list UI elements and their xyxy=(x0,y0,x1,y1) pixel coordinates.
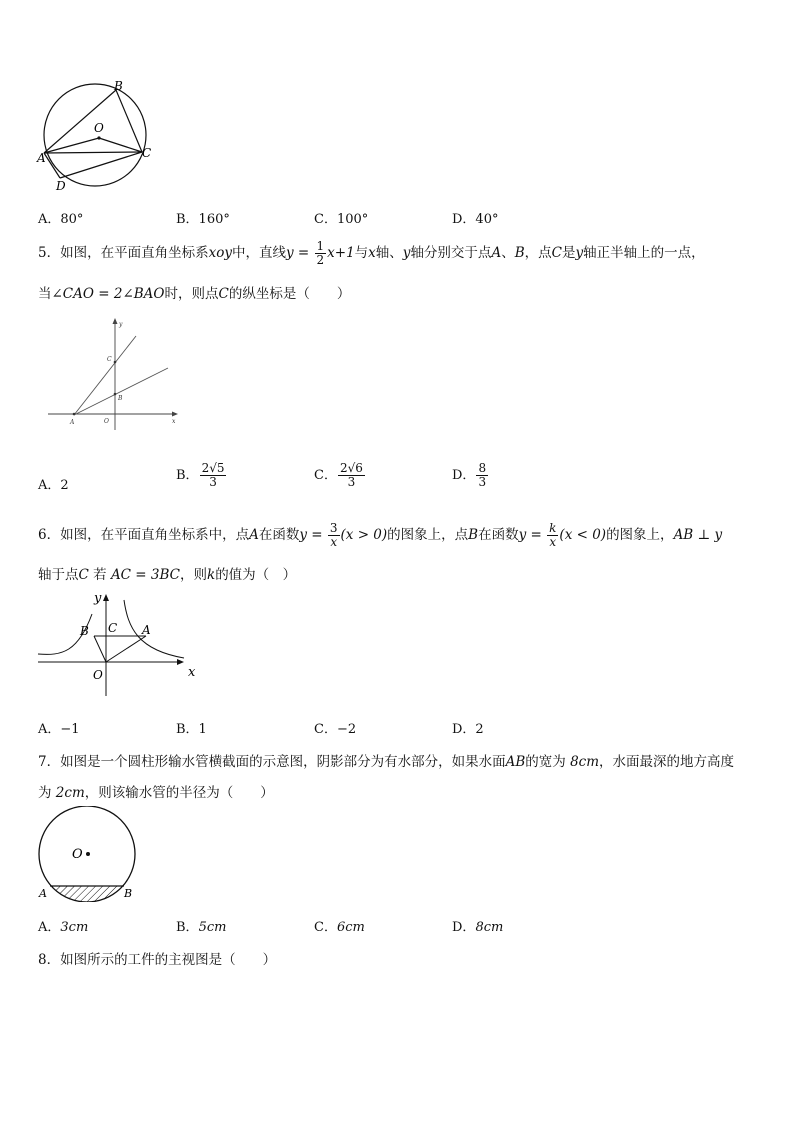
q5-option-c[interactable]: C． $\frac{2√6}{3}$ xyxy=(314,461,363,489)
q5-label-y: y xyxy=(119,321,123,328)
q4-label-c: C xyxy=(142,146,152,160)
q6-segment-oa xyxy=(106,636,146,662)
q6-option-a[interactable]: A．−1 xyxy=(38,722,80,737)
q5-label-c: C xyxy=(107,356,112,363)
q4-line-bc xyxy=(116,90,142,152)
q7-center-dot xyxy=(86,852,90,856)
q5-option-b[interactable]: B． $\frac{2√5}{3}$ xyxy=(176,461,225,489)
q7-label-o: O xyxy=(72,847,83,862)
q5-coordinate-figure xyxy=(44,314,190,432)
q5-line2: 当∠CAO = 2∠BAO时，则点C的纵坐标是（ ） xyxy=(38,286,351,302)
q4-label-a: A xyxy=(37,151,46,165)
q6-label-c: C xyxy=(108,621,118,635)
q4-circle xyxy=(44,84,146,186)
q7-line2: 为 2cm，则该输水管的半径为（ ） xyxy=(38,785,274,801)
q4-line-ad xyxy=(44,153,60,178)
q5-fraction-half: $\frac{1}{2}$ xyxy=(316,239,325,267)
q5-label-a: A xyxy=(70,419,75,426)
q5-line1: 5．如图，在平面直角坐标系xoy中，直线y = $\frac{1}{2}$ x+1与x轴、y轴分别交于点A、B，点C是y轴正半轴上的一点， xyxy=(38,239,705,267)
q7-option-b[interactable]: B．5cm xyxy=(176,920,227,935)
q5-y-arrow xyxy=(113,318,118,324)
q6-option-d[interactable]: D．2 xyxy=(452,722,484,737)
q5-option-d[interactable]: D． $\frac{8}{3}$ xyxy=(452,461,487,489)
q4-center-dot xyxy=(97,136,100,139)
q5-label-o: O xyxy=(104,418,109,425)
q8-question: 8．如图所示的工件的主视图是（ ） xyxy=(38,952,277,968)
q6-hyperbola-figure xyxy=(36,588,206,702)
q5-option-a[interactable]: A．2 xyxy=(38,478,69,493)
q4-option-b[interactable]: B．160° xyxy=(176,212,230,227)
q5-line-ac xyxy=(74,336,136,415)
q4-line-dc xyxy=(60,152,142,178)
q6-label-y: y xyxy=(94,591,102,606)
q6-line1: 6．如图，在平面直角坐标系中，点A在函数y = $\frac{3}{x}$ (x > 0)的图象上，点B在函数y = $\frac{k}{x}$ (x < 0)的图象上，AB ⊥ y xyxy=(38,521,723,549)
q7-pipe-figure xyxy=(34,806,146,902)
q7-label-a: A xyxy=(39,887,47,900)
q6-label-o: O xyxy=(93,668,103,682)
q4-line-ac xyxy=(44,152,142,153)
q7-line1: 7．如图是一个圆柱形输水管横截面的示意图，阴影部分为有水部分，如果水面AB的宽为 8cm，水面最深的地方高度 xyxy=(38,754,735,770)
q7-option-a[interactable]: A．3cm xyxy=(38,920,89,935)
q6-segment-ob xyxy=(94,636,106,662)
q6-label-a: A xyxy=(142,623,151,637)
q5-line-ab xyxy=(74,368,168,415)
q5-label-x: x xyxy=(172,418,176,425)
q6-y-arrow xyxy=(103,594,109,601)
q6-line2: 轴于点C 若 AC = 3BC，则k的值为（ ） xyxy=(38,567,297,583)
q7-option-d[interactable]: D．8cm xyxy=(452,920,504,935)
q6-x-arrow xyxy=(177,659,184,665)
q6-label-x: x xyxy=(188,665,196,680)
q4-line-oc xyxy=(99,138,142,152)
q7-option-c[interactable]: C．6cm xyxy=(314,920,365,935)
q4-option-d[interactable]: D．40° xyxy=(452,212,499,227)
q5-x-arrow xyxy=(172,412,178,417)
q4-option-a[interactable]: A．80° xyxy=(38,212,84,227)
q6-curve-right xyxy=(124,600,184,658)
q5-point-a xyxy=(73,413,76,416)
q4-option-c[interactable]: C．100° xyxy=(314,212,369,227)
q4-label-d: D xyxy=(56,179,66,193)
q4-circle-figure xyxy=(36,78,156,196)
q4-label-b: B xyxy=(114,79,123,93)
q6-label-b: B xyxy=(80,624,89,638)
q7-label-b: B xyxy=(124,887,133,900)
q5-point-b xyxy=(114,393,117,396)
q5-point-c xyxy=(114,361,117,364)
q6-option-c[interactable]: C．−2 xyxy=(314,722,357,737)
q4-label-o: O xyxy=(94,121,104,135)
q5-label-b: B xyxy=(118,395,123,402)
q6-option-b[interactable]: B．1 xyxy=(176,722,207,737)
